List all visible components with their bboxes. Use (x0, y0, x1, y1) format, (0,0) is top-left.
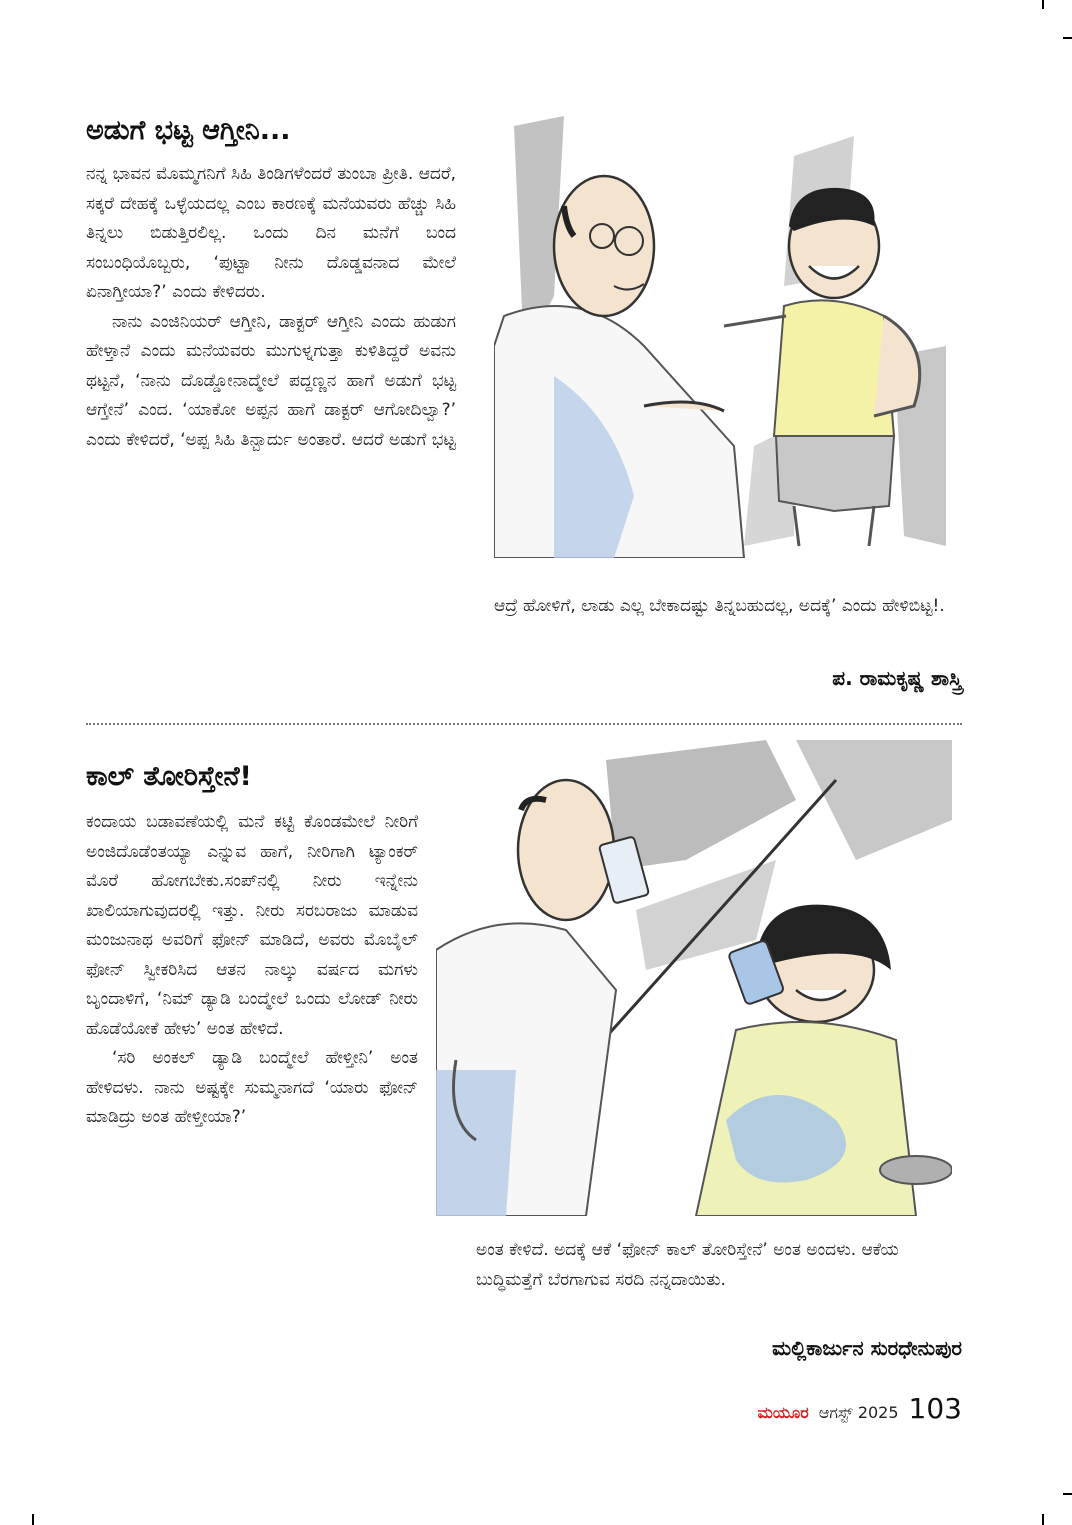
paragraph: ‘ಸರಿ ಅಂಕಲ್ ಡ್ಯಾಡಿ ಬಂದ್ಮೇಲೆ ಹೇಳ್ತೀನಿ’ ಅಂತ ಹೇಳಿದಳು. ನಾನು ಅಷ್ಟಕ್ಕೇ ಸುಮ್ಮನಾಗದೆ ‘ಯಾರು ಫೋನ್ ಮಾಡಿದ್ರು ಅಂತ ಹೇಳ್ತೀಯಾ?’ (86, 1048, 418, 1127)
story-title: ಕಾಲ್ ತೋರಿಸ್ತೇನೆ! (86, 761, 252, 792)
paragraph: ಕಂದಾಯ ಬಡಾವಣೆಯಲ್ಲಿ ಮನೆ ಕಟ್ಟಿ ಕೊಂಡಮೇಲೆ ನೀರಿಗೆ ಅಂಜಿದೊಡೆಂತಯ್ಯಾ ಎನ್ನುವ ಹಾಗೆ, ನೀರಿಗಾಗಿ ಟ್ಯಾಂಕರ್ ಮೊರೆ ಹೋಗಬೇಕು.ಸಂಪ್‌ನಲ್ಲಿ ನೀರು ಇನ್ನೇನು ಖಾಲಿಯಾಗುವುದರಲ್ಲಿ ಇತ್ತು. ನೀರು ಸರಬರಾಜು ಮಾಡುವ ಮಂಜುನಾಥ ಅವರಿಗೆ ಫೋನ್ ಮಾಡಿದೆ, ಅವರು ಮೊಬೈಲ್ ಫೋನ್ ಸ್ವೀಕರಿಸಿದ ಆತನ ನಾಲ್ಕು ವರ್ಷದ ಮಗಳು ಬೃಂದಾಳಿಗೆ, ‘ನಿಮ್ ಡ್ಯಾಡಿ ಬಂದ್ಮೇಲೆ ಒಂದು ಲೋಡ್ ನೀರು ಹೊಡೆಯೋಕೆ ಹೇಳು’ ಅಂತ ಹೇಳಿದೆ. (86, 812, 418, 1039)
page-footer (758, 1392, 962, 1425)
story-body (86, 808, 418, 1133)
crop-mark (1042, 0, 1044, 9)
story-body (86, 160, 456, 455)
illustration-grandpa-and-boy (494, 116, 946, 558)
paragraph: ನನ್ನ ಭಾವನ ಮೊಮ್ಮಗನಿಗೆ ಸಿಹಿ ತಿಂಡಿಗಳೆಂದರೆ ತುಂಬಾ ಪ್ರೀತಿ. ಆದರೆ, ಸಕ್ಕರೆ ದೇಹಕ್ಕೆ ಒಳ್ಳೆಯದಲ್ಲ ಎಂಬ ಕಾರಣಕ್ಕೆ ಮನೆಯವರು ಹೆಚ್ಚು ಸಿಹಿ ತಿನ್ನಲು ಬಿಡುತ್ತಿರಲಿಲ್ಲ. ಒಂದು ದಿನ ಮನೆಗೆ ಬಂದ ಸಂಬಂಧಿಯೊಬ್ಬರು, ‘ಪುಟ್ಟಾ ನೀನು ದೊಡ್ಡವನಾದ ಮೇಲೆ ಏನಾಗ್ತೀಯಾ?’ ಎಂದು ಕೇಳಿದರು. (86, 164, 456, 302)
author-byline: ಮಲ್ಲಿಕಾರ್ಜುನ ಸುರಧೇನುಪುರ (772, 1336, 962, 1360)
story-continuation: ಅಂತ ಕೇಳಿದೆ. ಅದಕ್ಕೆ ಆಕೆ ‘ಫೋನ್ ಕಾಲ್ ತೋರಿಸ್ತೇನೆ’ ಅಂತ ಅಂದಳು. ಆಕೆಯ ಬುದ್ಧಿಮತ್ತೆಗೆ ಬೆರಗಾಗುವ ಸರದಿ ನನ್ನದಾಯಿತು. (476, 1240, 899, 1290)
crop-mark (1063, 37, 1072, 39)
magazine-logo: ಮಯೂರ (757, 1403, 809, 1422)
section-divider (86, 723, 962, 725)
crop-mark (32, 1514, 34, 1525)
issue-date: ಆಗಸ್ಟ್ 2025 (818, 1403, 899, 1422)
paragraph: ನಾನು ಎಂಜಿನಿಯರ್ ಆಗ್ತೀನಿ, ಡಾಕ್ಟರ್ ಆಗ್ತೀನಿ ಎಂದು ಹುಡುಗ ಹೇಳ್ತಾನೆ ಎಂದು ಮನೆಯವರು ಮುಗುಳ್ನಗುತ್ತಾ ಕುಳಿತಿದ್ದರೆ ಅವನು ಥಟ್ಟನೆ, ‘ನಾನು ದೊಡ್ಡೋನಾದ್ಮೇಲೆ ಪದ್ದಣ್ಣನ ಹಾಗೆ ಅಡುಗೆ ಭಟ್ಟ ಆಗ್ತೇನೆ’ ಎಂದ. ‘ಯಾಕೋ ಅಪ್ಪನ ಹಾಗೆ ಡಾಕ್ಟರ್ ಆಗೋದಿಲ್ವಾ?’ ಎಂದು ಕೇಳಿದರೆ, ‘ಅಪ್ಪ ಸಿಹಿ ತಿನ್ಬಾರ್ದು ಅಂತಾರೆ. ಆದರೆ ಅಡುಗೆ ಭಟ್ಟ (86, 311, 456, 450)
story-title: ಅಡುಗೆ ಭಟ್ಟ ಆಗ್ತೀನಿ... (86, 115, 291, 146)
crop-mark (1042, 1514, 1044, 1525)
page-number: 103 (908, 1392, 962, 1425)
illustration-phone-call (436, 740, 952, 1216)
story-continuation: ಆದ್ರೆ ಹೋಳಿಗೆ, ಲಾಡು ಎಲ್ಲ ಬೇಕಾದಷ್ಟು ತಿನ್ನಬಹುದಲ್ಲ, ಅದಕ್ಕೆ’ ಎಂದು ಹೇಳಿಬಿಟ್ಟ!. (494, 596, 945, 616)
crop-mark (1063, 1493, 1072, 1495)
author-byline: ಪ. ರಾಮಕೃಷ್ಣ ಶಾಸ್ತ್ರಿ (832, 666, 962, 690)
